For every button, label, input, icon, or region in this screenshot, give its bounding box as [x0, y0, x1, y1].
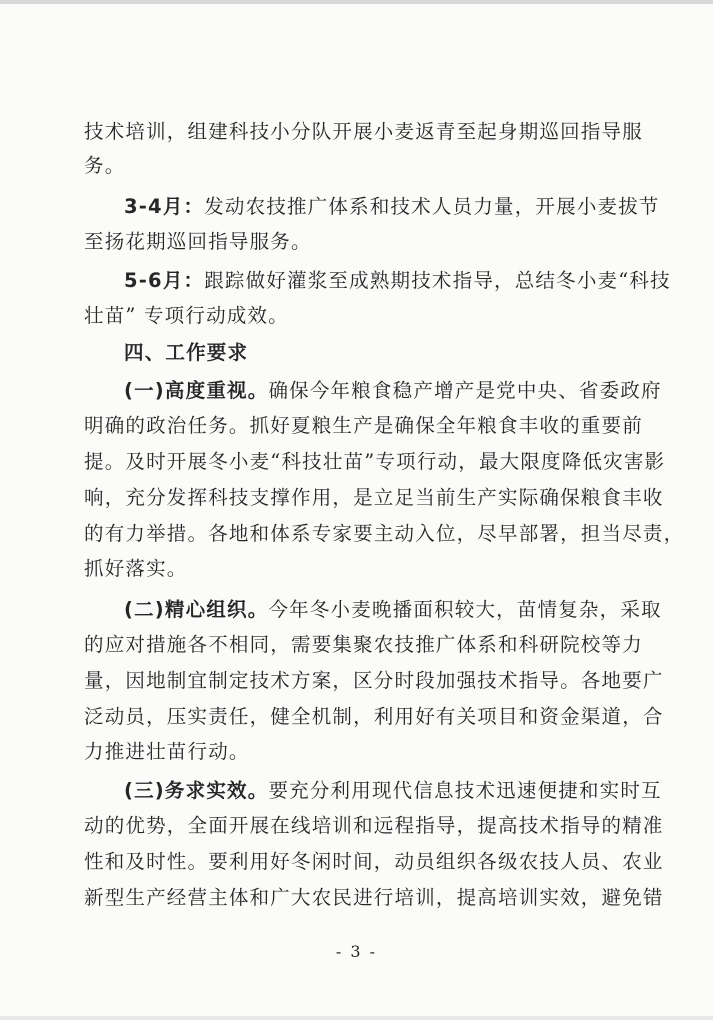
schedule-item-march-april: 3-4月：发动农技推广体系和技术人员力量，开展小麦拔节	[124, 195, 660, 218]
text-line: 技术培训，组建科技小分队开展小麦返青至起身期巡回指导服	[84, 120, 643, 143]
page-number: - 3 -	[335, 942, 378, 961]
text-line: 的应对措施各不相同，需要集聚农技推广体系和科研院校等力	[84, 633, 643, 656]
text-line: 性和及时性。要利用好冬闲时间，动员组织各级农技人员、农业	[84, 850, 664, 873]
text-line: 明确的政治任务。抓好夏粮生产是确保全年粮食丰收的重要前	[84, 414, 643, 437]
text-line: 量，因地制宜制定技术方案，区分时段加强技术指导。各地要广	[84, 669, 664, 692]
schedule-item-may-june: 5-6月：跟踪做好灌浆至成熟期技术指导，总结冬小麦“科技	[124, 269, 671, 292]
text-line: 至扬花期巡回指导服务。	[84, 230, 312, 253]
text-line: 力推进壮苗行动。	[84, 740, 250, 763]
subsection-title: (一)高度重视。	[124, 379, 269, 402]
subsection-title: (二)精心组织。	[124, 598, 269, 621]
text-line: 泛动员，压实责任，健全机制，利用好有关项目和资金渠道，合	[84, 705, 664, 728]
text-line: 提。及时开展冬小麦“科技壮苗”专项行动，最大限度降低灾害影	[84, 450, 666, 473]
document-body	[0, 4, 713, 1020]
text-line: 新型生产经营主体和广大农民进行培训，提高培训实效，避免错	[84, 886, 664, 909]
text-line: 抓好落实。	[84, 557, 188, 580]
subsection-title: (三)务求实效。	[124, 779, 269, 802]
text-line: 壮苗” 专项行动成效。	[84, 304, 289, 327]
text-line: 务。	[84, 154, 126, 177]
section-heading: 四、工作要求	[124, 341, 249, 364]
schedule-date-label: 3-4月：	[124, 195, 205, 218]
subsection-high-priority: (一)高度重视。确保今年粮食稳产增产是党中央、省委政府	[124, 379, 662, 402]
text-line: 响，充分发挥科技支撑作用，是立足当前生产实际确保粮食丰收	[84, 486, 664, 509]
subsection-practical-results: (三)务求实效。要充分利用现代信息技术迅速便捷和实时互	[124, 779, 662, 802]
text-line: 动的优势，全面开展在线培训和远程指导，提高技术指导的精准	[84, 814, 664, 837]
schedule-date-label: 5-6月：	[124, 269, 205, 292]
subsection-careful-organization: (二)精心组织。今年冬小麦晚播面积较大，苗情复杂，采取	[124, 598, 662, 621]
text-line: 的有力举措。各地和体系专家要主动入位，尽早部署，担当尽责，	[84, 522, 685, 545]
